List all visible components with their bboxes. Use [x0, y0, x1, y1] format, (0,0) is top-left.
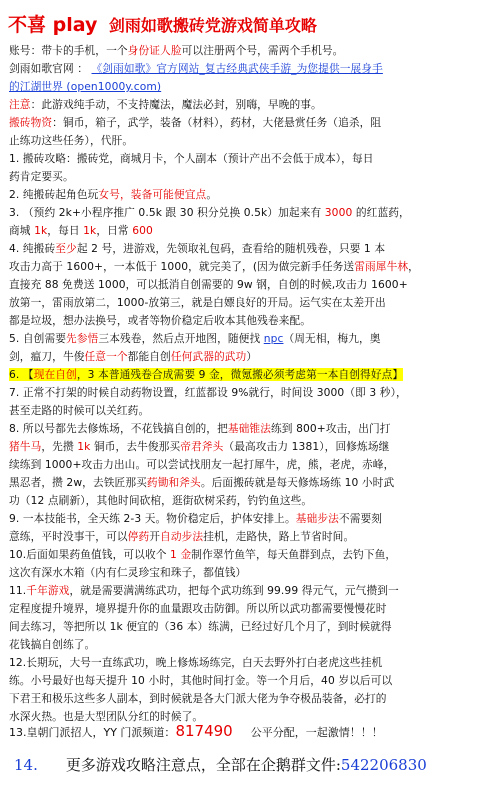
guide-text: ，就是需要满满练武功，把每个武功练到 99.99 得元气，元气攒到一 [69, 584, 399, 597]
guide-text: 3. （预约 2k+小程序推广 0.5k 跟 30 积分兑换 0.5k）加起来有 [9, 206, 325, 219]
guide-text: 千年游戏 [26, 584, 70, 597]
guide-text: 10.后面如果药鱼值钱，可以收个 [9, 548, 171, 561]
guide-text: 注意 [9, 98, 31, 111]
guide-line [9, 528, 487, 546]
guide-text: 搬砖物资 [9, 116, 53, 129]
guide-line [9, 492, 487, 510]
guide-text: 的红蓝药， [352, 206, 410, 219]
guide-line [9, 456, 487, 474]
guide-text: 1. 搬砖攻略：搬砖党，商城月卡，个人副本（预计产出不会低于成本），每日 [9, 152, 374, 165]
guide-line [9, 276, 487, 294]
guide-text: 商城 [9, 224, 35, 237]
guide-text: 意练，平时没事干，可以 [9, 530, 128, 543]
guide-text: 药锄和斧头 [146, 476, 201, 489]
guide-text: 8. 所以号都先去修炼场，不花钱搞自创的，把 [9, 422, 228, 435]
guide-text: （最高攻击力 1381），回修炼场继 [223, 440, 390, 453]
guide-text: 现在自创 [33, 368, 77, 381]
guide-text: 自动步法 [160, 530, 204, 543]
guide-line [9, 672, 487, 690]
guide-line [9, 78, 487, 96]
guide-text: ：此游戏纯手动，不支持魔法，魔法必封，别嗨，早晚的事。 [30, 98, 322, 111]
guide-text: 挂机，走路快，路上节省时间。 [203, 530, 355, 543]
guide-text: ） [246, 350, 258, 363]
guide-text: 基础步法 [295, 512, 339, 525]
guide-line [9, 114, 487, 132]
guide-text: 都能自创 [127, 350, 171, 363]
guide-text: ， [408, 260, 419, 273]
guide-text: 1k [77, 440, 91, 453]
guide-line [9, 438, 487, 456]
guide-line [9, 294, 487, 312]
guide-text: 帝君斧头 [180, 440, 224, 453]
guide-line [9, 510, 487, 528]
guide-line [9, 420, 487, 438]
guide-text: 开 [149, 530, 161, 543]
guide-text: 练到 800+攻击，出门打 [271, 422, 391, 435]
brand-logo: 不喜 play [8, 14, 98, 36]
guide-text: 6. 【 [9, 368, 34, 381]
guide-text: 停药 [127, 530, 150, 543]
guide-text: 定程度提升境界，境界提升你的血量跟攻击防御。所以所以武功都需要慢慢花时 [9, 602, 387, 615]
guide-body [9, 42, 487, 726]
guide-text: 1k [83, 224, 97, 237]
guide-line [9, 402, 487, 420]
guide-line [9, 42, 487, 60]
guide-line [9, 168, 487, 186]
guide-line [9, 348, 487, 366]
guide-text: 身份证人脸 [127, 44, 182, 57]
guide-text: 1 金 [170, 548, 192, 561]
guide-text: 药肯定要买。 [9, 170, 74, 183]
guide-text: 练。小号最好也每天提升 10 小时，其他时间打金。等一个月后，40 岁以后可以 [9, 674, 393, 687]
guide-line [9, 636, 487, 654]
link-text[interactable]: 《剑雨如歌》官方网站_复古经典武侠手游_为您提供一展身手 [91, 62, 383, 75]
yy-channel-number: 817490 [175, 722, 233, 740]
guide-text: 猪牛马 [9, 440, 42, 453]
guide-text: 雷雨犀牛林 [354, 260, 409, 273]
guide-text: 制作翠竹鱼竿，每天鱼群到点，去钓下鱼， [191, 548, 397, 561]
guide-text: 3000 [324, 206, 353, 219]
guide-text: 账号：带卡的手机，一个 [9, 44, 128, 57]
guide-text: 直接充 88 免费送 1000，可以抵消自创需要的 9w 钢，自创的时候,攻击力 1600+ [9, 278, 408, 291]
guide-line [9, 600, 487, 618]
guide-text: 至少 [55, 242, 77, 255]
guide-text: 1k [34, 224, 48, 237]
guide-text: 2. 纯搬砖起角色玩 [9, 188, 99, 201]
guide-text: 止练功这些任务），代肝。 [9, 134, 134, 147]
page-title: 剑雨如歌搬砖党游戏简单攻略 [108, 16, 317, 35]
guide-text: ，每日 [47, 224, 84, 237]
guide-text: 黑忍者，攒 2w，去铁匠那买 [9, 476, 147, 489]
guide-line [9, 564, 487, 582]
guide-text: 任何武器的武功 [170, 350, 247, 363]
guide-text: 5. 自创需要 [9, 332, 67, 345]
guide-line [9, 582, 487, 600]
footnote-13-suffix: 公平分配，一起激情！！！ [250, 726, 383, 739]
guide-text: 三本残卷，然后点开地图，随便找 [98, 332, 264, 345]
guide-line [9, 222, 487, 240]
footnote-13 [9, 722, 383, 742]
guide-text: 11. [9, 584, 27, 597]
guide-text: 可以注册两个号，需两个手机号。 [181, 44, 344, 57]
guide-text: 甚至走路的时候可以关红药。 [9, 404, 150, 417]
guide-line [9, 96, 487, 114]
guide-text: 基础锥法 [227, 422, 272, 435]
guide-text: 攻击力高于 1600+，一本低于 1000，就完美了，(因为做完新手任务送 [9, 260, 355, 273]
guide-line [9, 690, 487, 708]
guide-line [9, 366, 487, 384]
guide-text: 起 2 号，进游戏，先领取礼包码，查看给的随机残卷，只要 1 本 [76, 242, 386, 255]
guide-text: ：铜币，箱子，武学，装备（材料），药材，大佬悬赏任务（追杀，阻 [52, 116, 382, 129]
guide-text: 都是垃圾，想办法换号，或者等物价稳定后收本其他残卷来配。 [9, 314, 312, 327]
guide-text: 先参悟 [66, 332, 99, 345]
guide-line [9, 618, 487, 636]
guide-line [9, 186, 487, 204]
guide-text: ，先攒 [41, 440, 78, 453]
guide-line [9, 312, 487, 330]
guide-text: 水深火热。也是大型团队分红的时候了。 [9, 710, 204, 723]
footnote-14-number: 14. [14, 756, 38, 774]
guide-text: 不需要刻 [338, 512, 383, 525]
guide-line [9, 150, 487, 168]
guide-text: 间去练习，等把所以 1k 便宜的（36 本）练满，已经过好几个月了，到时候就得 [9, 620, 392, 633]
qq-group-number: 542206830 [340, 756, 427, 774]
guide-line [9, 204, 487, 222]
guide-text: 4. 纯搬砖 [9, 242, 56, 255]
guide-text: 花钱搞自创练了。 [9, 638, 96, 651]
guide-text: 。后面搬砖就是每天修炼场练 10 小时武 [200, 476, 395, 489]
guide-text: 9. 一本技能书，全天练 2-3 天。物价稳定后，护体安排上。 [9, 512, 296, 525]
guide-line [9, 474, 487, 492]
guide-text: 续练到 1000+攻击力出山。可以尝试找朋友一起打犀牛，虎，熊，老虎，赤峰， [9, 458, 395, 471]
guide-line [9, 384, 487, 402]
guide-text: 下君王和极乐这些多人副本，到时候就是各大门派大佬为争夺极品装备，必打的 [9, 692, 387, 705]
guide-text: 剑雨如歌官网 ： [9, 62, 92, 75]
guide-line [9, 240, 487, 258]
guide-line [9, 654, 487, 672]
guide-text: 任意一个 [84, 350, 128, 363]
footnote-13-text: 13.皇朝门派招人，YY 门派频道： [9, 726, 176, 739]
guide-line [9, 132, 487, 150]
guide-text: ，日常 [96, 224, 133, 237]
guide-text: 7. 正常不打架的时候自动药物设置，红蓝都设 9%就行，时间设 3000（即 3 秒）， [9, 386, 407, 399]
guide-line [9, 330, 487, 348]
guide-text: 600 [132, 224, 153, 237]
guide-text: ，3 本普通残卷合成需要 9 金，微氪搬必须考虑第一本自创得好点】 [76, 368, 404, 381]
guide-text: （周无相，梅九，奥 [283, 332, 381, 345]
footnote-14-text: 更多游戏攻略注意点，全部在企鹅群文件: [65, 756, 341, 774]
guide-text: 放第一，雷雨放第二，1000-放第三，就是白嫖良好的开局。运气实在太差开出 [9, 296, 386, 309]
link-text[interactable]: 的江湖世界 (open1000y.com) [9, 80, 162, 93]
page-header [8, 10, 317, 37]
guide-text: 这次有深水木箱（内有仁灵珍宝和珠子，都值钱） [9, 566, 247, 579]
guide-text: 剑，瘟刀，牛俊 [9, 350, 85, 363]
guide-text: 。 [206, 188, 218, 201]
guide-text: 12.长期玩，大号一直练武功，晚上修炼场练完，白天去野外打白老虎这些挂机 [9, 656, 383, 669]
guide-text: 女号，装备可能便宜点 [98, 188, 207, 201]
guide-text: 铜币，去牛俊那买 [90, 440, 181, 453]
guide-line [9, 258, 487, 276]
guide-line [9, 546, 487, 564]
link-text[interactable]: npc [263, 332, 284, 345]
guide-text: 功（12 点刷新），其他时间砍棺，逛街砍树采药，钓钓鱼这些。 [9, 494, 313, 507]
footnote-14 [14, 754, 427, 775]
guide-line [9, 60, 487, 78]
